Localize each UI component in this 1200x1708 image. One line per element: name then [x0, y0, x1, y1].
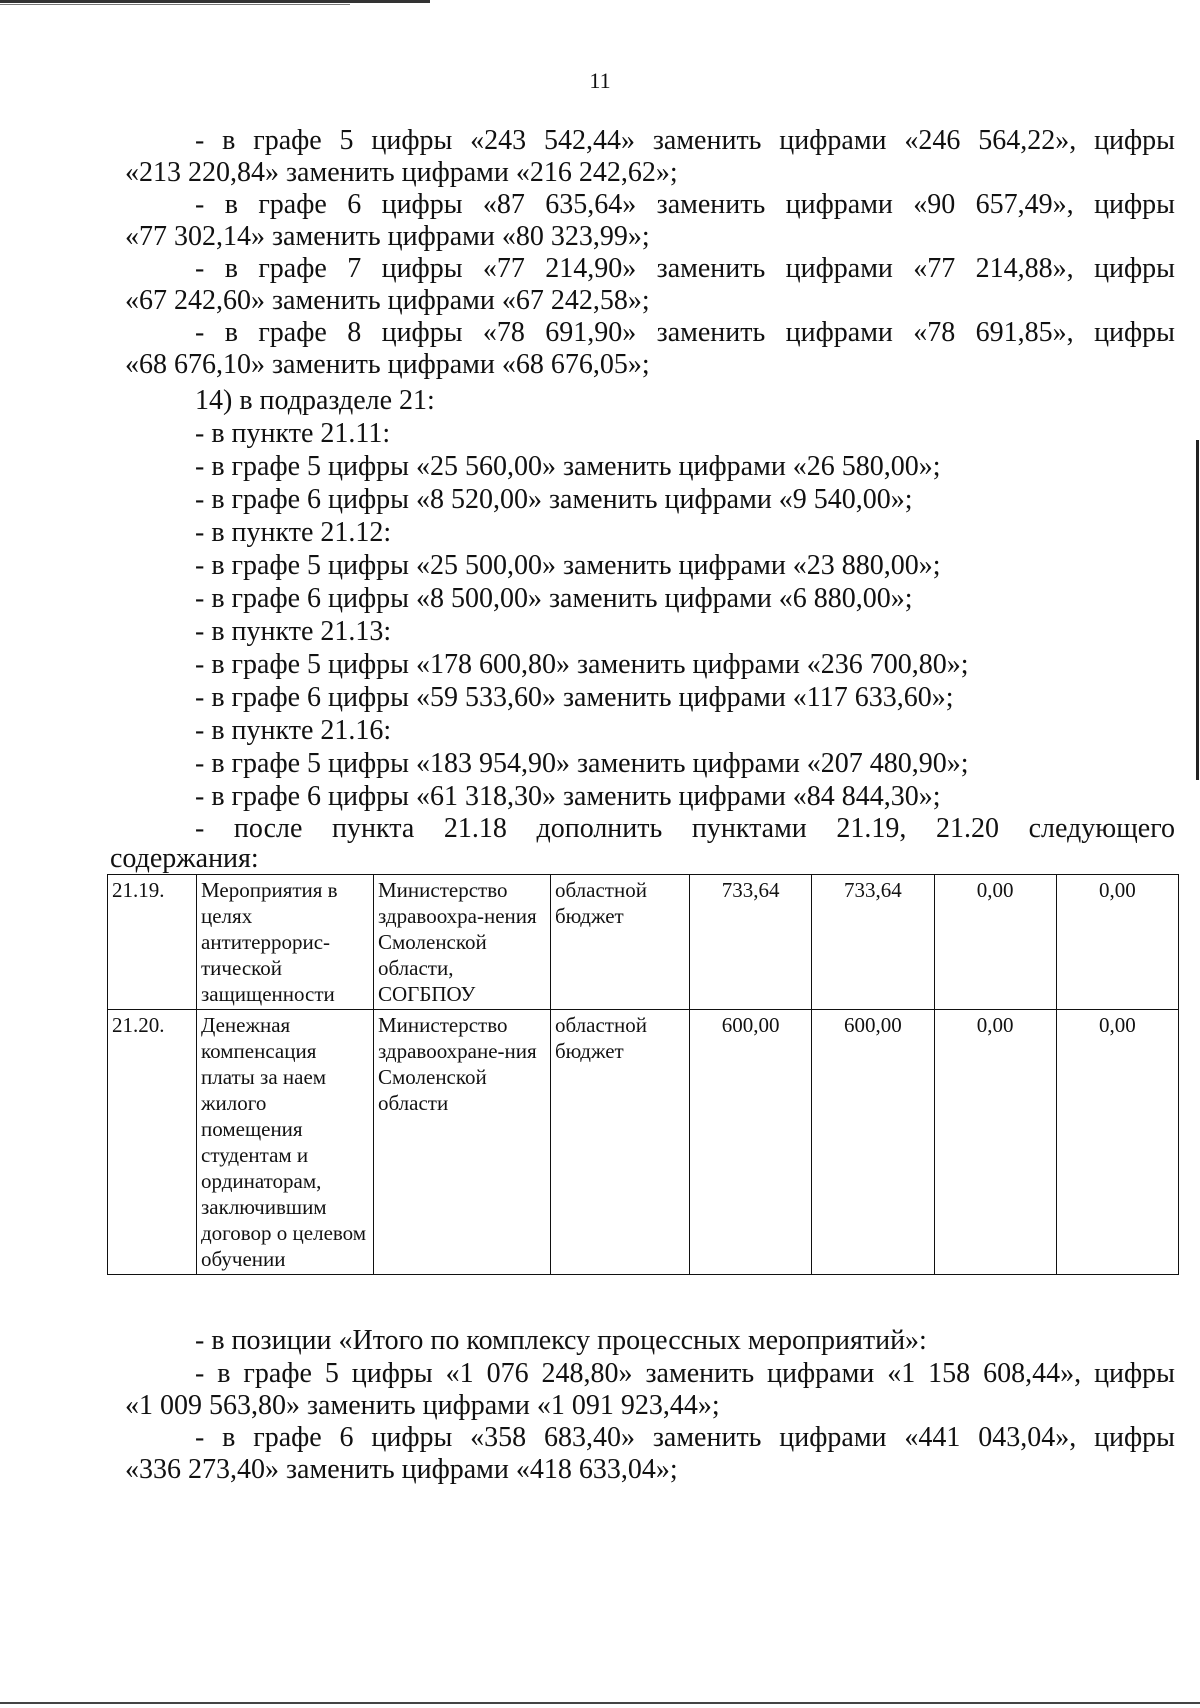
item-21-12: - в пункте 21.12:: [195, 517, 392, 548]
item-21-11-col6: - в графе 6 цифры «8 520,00» заменить цифрами «9 540,00»;: [195, 484, 913, 515]
value-year3: 0,00: [1056, 875, 1178, 1010]
scan-edge-bottom: [0, 1702, 1200, 1704]
line-itogo: - в позиции «Итого по комплексу процессных мероприятий»:: [195, 1325, 927, 1356]
value-year3: 0,00: [1056, 1010, 1178, 1275]
line-g8-2: «68 676,10» заменить цифрами «68 676,05»;: [125, 349, 650, 380]
item-21-13-col6: - в графе 6 цифры «59 533,60» заменить цифрами «117 633,60»;: [195, 682, 954, 713]
scan-edge-right: [1196, 440, 1199, 780]
table-row: [108, 875, 1179, 1010]
item-21-12-col6: - в графе 6 цифры «8 500,00» заменить цифрами «6 880,00»;: [195, 583, 913, 614]
row-number: 21.20.: [108, 1010, 197, 1275]
scan-edge-top: [0, 0, 430, 3]
line-itogo-col6-2: «336 273,40» заменить цифрами «418 633,04»;: [125, 1454, 678, 1485]
line-g5a-1: - в графе 5 цифры «243 542,44» заменить цифрами «246 564,22», цифры: [195, 125, 1175, 156]
item-21-12-col5: - в графе 5 цифры «25 500,00» заменить цифрами «23 880,00»;: [195, 550, 941, 581]
activity-name: Мероприятия в целях антитеррорис-тической защищенности: [197, 875, 374, 1010]
item-21-11: - в пункте 21.11:: [195, 418, 391, 449]
item-21-16-col5: - в графе 5 цифры «183 954,90» заменить цифрами «207 480,90»;: [195, 748, 969, 779]
responsible-org: Министерство здравоохране-ния Смоленской области: [374, 1010, 551, 1275]
line-g7-2: «67 242,60» заменить цифрами «67 242,58»;: [125, 285, 650, 316]
responsible-org: Министерство здравоохра-нения Смоленской области, СОГБПОУ: [374, 875, 551, 1010]
activity-name: Денежная компенсация платы за наем жилого помещения студентам и ординаторам, заключившим договор о целевом обучении: [197, 1010, 374, 1275]
line-g7-1: - в графе 7 цифры «77 214,90» заменить цифрами «77 214,88», цифры: [195, 253, 1175, 284]
value-total: 600,00: [690, 1010, 812, 1275]
line-g6a-2: «77 302,14» заменить цифрами «80 323,99»;: [125, 221, 650, 252]
line-g5a-2: «213 220,84» заменить цифрами «216 242,62»;: [125, 157, 678, 188]
value-year1: 600,00: [812, 1010, 934, 1275]
line-itogo-col6-1: - в графе 6 цифры «358 683,40» заменить цифрами «441 043,04», цифры: [195, 1422, 1175, 1453]
value-total: 733,64: [690, 875, 812, 1010]
line-itogo-col5-2: «1 009 563,80» заменить цифрами «1 091 923,44»;: [125, 1390, 720, 1421]
table-row: [108, 1010, 1179, 1275]
line-content-label: содержания:: [110, 843, 259, 874]
value-year2: 0,00: [934, 875, 1056, 1010]
item-21-16-col6: - в графе 6 цифры «61 318,30» заменить цифрами «84 844,30»;: [195, 781, 941, 812]
item-21-11-col5: - в графе 5 цифры «25 560,00» заменить цифрами «26 580,00»;: [195, 451, 941, 482]
line-g6a-1: - в графе 6 цифры «87 635,64» заменить цифрами «90 657,49», цифры: [195, 189, 1175, 220]
line-after-21-18: - после пункта 21.18 дополнить пунктами 21.19, 21.20 следующего: [195, 813, 1175, 844]
line-itogo-col5-1: - в графе 5 цифры «1 076 248,80» заменить цифрами «1 158 608,44», цифры: [195, 1358, 1175, 1389]
item-21-16: - в пункте 21.16:: [195, 715, 392, 746]
line-g8-1: - в графе 8 цифры «78 691,90» заменить цифрами «78 691,85», цифры: [195, 317, 1175, 348]
page-number: 11: [589, 68, 611, 93]
amendment-table: [107, 874, 1179, 1275]
subsection-21-heading: 14) в подразделе 21:: [195, 385, 435, 416]
row-number: 21.19.: [108, 875, 197, 1010]
item-21-13-col5: - в графе 5 цифры «178 600,80» заменить цифрами «236 700,80»;: [195, 649, 969, 680]
funding-source: областной бюджет: [551, 875, 690, 1010]
scan-edge-top-thin: [0, 4, 350, 5]
value-year2: 0,00: [934, 1010, 1056, 1275]
funding-source: областной бюджет: [551, 1010, 690, 1275]
item-21-13: - в пункте 21.13:: [195, 616, 392, 647]
value-year1: 733,64: [812, 875, 934, 1010]
